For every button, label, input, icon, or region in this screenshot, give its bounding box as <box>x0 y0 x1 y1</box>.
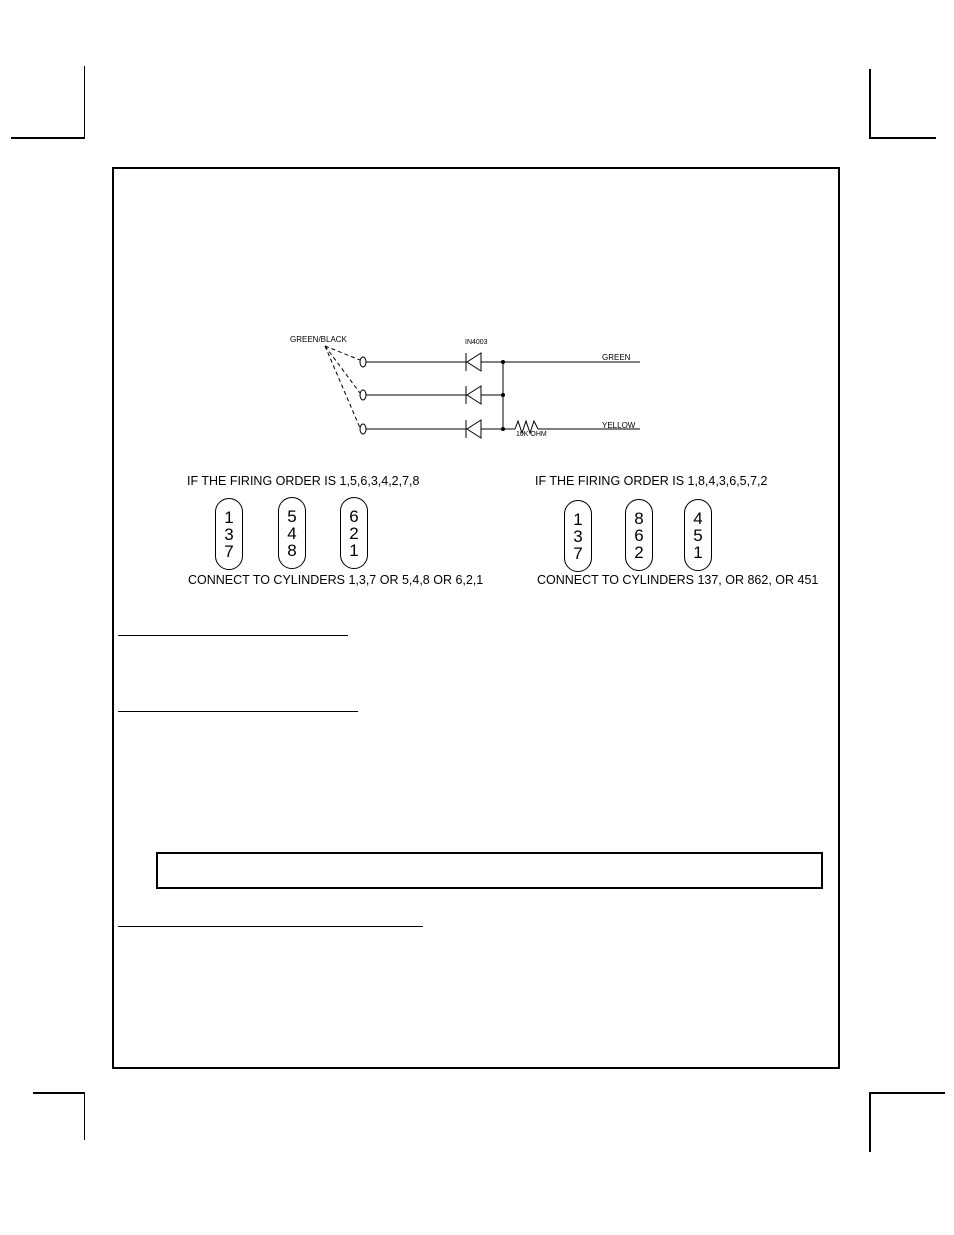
dashed-lead-3 <box>325 346 360 428</box>
cylinder-number: 1 <box>573 509 583 529</box>
right-firing-order: IF THE FIRING ORDER IS 1,8,4,3,6,5,7,2 <box>535 474 768 488</box>
cylinder-number: 7 <box>224 541 234 561</box>
cylinder-number: 5 <box>287 506 297 526</box>
terminal-ring-2 <box>360 390 366 400</box>
junction-dot-3 <box>501 427 505 431</box>
cylinder-number: 3 <box>224 524 234 544</box>
junction-dot-2 <box>501 393 505 397</box>
left-cylinder-group-2 <box>278 497 306 569</box>
left-cylinder-group-3 <box>340 497 368 569</box>
diode-3 <box>466 420 481 438</box>
right-connect-instruction: CONNECT TO CYLINDERS 137, OR 862, OR 451 <box>537 573 819 587</box>
green-output-label: GREEN <box>602 353 631 362</box>
left-cylinder-group-1 <box>215 498 243 570</box>
yellow-output-label: YELLOW <box>602 421 636 430</box>
cylinder-number: 6 <box>634 525 644 545</box>
cylinder-number: 8 <box>634 508 644 528</box>
left-connect-instruction: CONNECT TO CYLINDERS 1,3,7 OR 5,4,8 OR 6,2,1 <box>188 573 484 587</box>
note-box <box>156 852 823 889</box>
diode-2 <box>466 386 481 404</box>
junction-dot-1 <box>501 360 505 364</box>
left-firing-order: IF THE FIRING ORDER IS 1,5,6,3,4,2,7,8 <box>187 474 420 488</box>
cylinder-number: 6 <box>349 506 359 526</box>
right-cylinder-group-1 <box>564 500 592 572</box>
diode-part-label: IN4003 <box>465 339 488 346</box>
cylinder-number: 8 <box>287 540 297 560</box>
terminal-ring-3 <box>360 424 366 434</box>
cylinder-number: 1 <box>224 507 234 527</box>
cylinder-number: 1 <box>349 540 359 560</box>
resistor-label: 10K OHM <box>516 431 547 438</box>
source-wire-label: GREEN/BLACK <box>290 335 347 344</box>
section-heading-underline-1 <box>118 635 348 636</box>
cylinder-number: 2 <box>349 523 359 543</box>
terminal-ring-1 <box>360 357 366 367</box>
cylinder-number: 3 <box>573 526 583 546</box>
right-cylinder-group-3 <box>684 499 712 571</box>
cylinder-number: 4 <box>287 523 297 543</box>
section-heading-underline-3 <box>118 926 423 927</box>
cylinder-number: 4 <box>693 508 703 528</box>
diode-1 <box>466 353 481 371</box>
section-heading-underline-2 <box>118 711 358 712</box>
cylinder-number: 2 <box>634 542 644 562</box>
right-cylinder-group-2 <box>625 499 653 571</box>
cylinder-number: 1 <box>693 542 703 562</box>
cylinder-number: 5 <box>693 525 703 545</box>
cylinder-number: 7 <box>573 543 583 563</box>
